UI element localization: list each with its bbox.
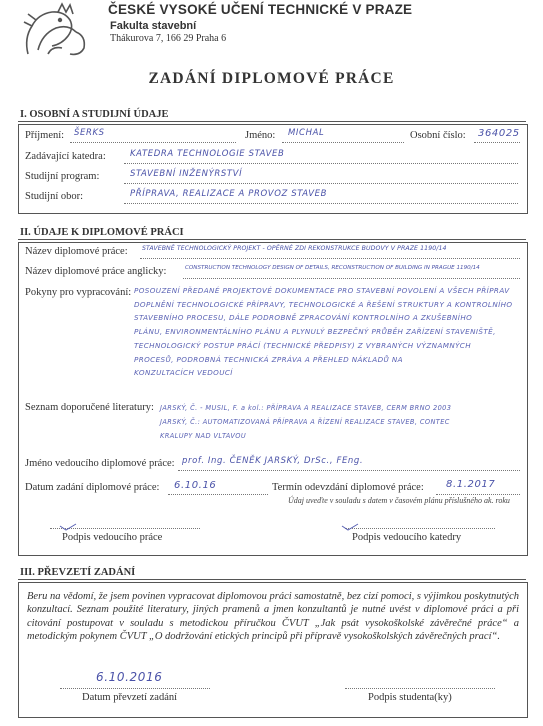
supervisor-signature-label: Podpis vedoucího práce bbox=[62, 532, 163, 543]
surname-value: ŠERKS bbox=[74, 128, 105, 138]
instructions-text bbox=[134, 284, 520, 380]
head-signature-label: Podpis vedoucího katedry bbox=[352, 532, 462, 543]
date-assigned-value: 6.10.16 bbox=[174, 480, 217, 491]
study-program-value: STAVEBNÍ INŽENÝRSTVÍ bbox=[130, 169, 243, 179]
cvut-lion-logo bbox=[18, 2, 108, 58]
date-assigned-label: Datum zadání diplomové práce: bbox=[25, 482, 160, 493]
instructions-line: PROCESŮ, PODROBNÁ TECHNICKÁ ZPRÁVA A PŘEHLED NÁKLADŮ NA bbox=[134, 354, 403, 364]
deadline-value: 8.1.2017 bbox=[446, 479, 496, 490]
literature-label: Seznam doporučené literatury: bbox=[25, 402, 154, 413]
supervisor-value: prof. Ing. ČENĚK JARSKÝ, DrSc., FEng. bbox=[182, 456, 364, 466]
faculty-name: Fakulta stavební bbox=[110, 20, 197, 32]
instructions-label: Pokyny pro vypracování: bbox=[25, 287, 132, 298]
thesis-title-cz-value: STAVEBNĚ TECHNOLOGICKÝ PROJEKT - OPĚRNÉ ZDI REKONSTRUKCE BUDOVY V PRAZE 1190/14 bbox=[142, 245, 447, 252]
personal-id-label: Osobní číslo: bbox=[410, 130, 466, 141]
instructions-line: KONZULTACÍCH VEDOUCÍ bbox=[134, 368, 233, 378]
instructions-line: DOPLNĚNÍ TECHNOLOGICKÉ PŘÍPRAVY, TECHNOLOGICKÉ A ŘEŠENÍ STRUKTURY A KONTROLNÍHO bbox=[134, 299, 513, 309]
department-label: Zadávající katedra: bbox=[25, 151, 106, 162]
instructions-line: TECHNOLOGICKÝ POSTUP PRÁCÍ (TECHNICKÉ PŘEDPISY) Z VYBRANÝCH VÝZNAMNÝCH bbox=[134, 340, 472, 350]
name-label: Jméno: bbox=[245, 130, 276, 141]
student-signature-label: Podpis studenta(ky) bbox=[368, 692, 452, 703]
literature-line: JARSKÝ, Č. - MUSIL, F. a kol.: PŘÍPRAVA A REALIZACE STAVEB, CERM BRNO 2003 bbox=[160, 404, 452, 412]
instructions-line: POSOUZENÍ PŘEDANÉ PROJEKTOVÉ DOKUMENTACE PRO STAVEBNÍ POVOLENÍ A VŠECH PŘÍPRAV bbox=[134, 286, 510, 295]
section-2-title: II. ÚDAJE K DIPLOMOVÉ PRÁCI bbox=[20, 227, 184, 238]
study-field-label: Studijní obor: bbox=[25, 191, 84, 202]
signature-check-mark bbox=[340, 522, 360, 532]
section-3-title: III. PŘEVZETÍ ZADÁNÍ bbox=[20, 567, 136, 578]
name-value: MICHAL bbox=[288, 128, 325, 138]
personal-id-value: 364025 bbox=[478, 128, 520, 139]
thesis-title-en-value: CONSTRUCTION TECHNOLOGY DESIGN OF DETAILS, RECONSTRUCTION OF BUILDING IN PRAGUE 1190/14 bbox=[185, 265, 480, 271]
study-field-value: PŘÍPRAVA, REALIZACE A PROVOZ STAVEB bbox=[130, 189, 328, 199]
thesis-title-en-label: Název diplomové práce anglicky: bbox=[25, 266, 167, 277]
literature-text bbox=[160, 401, 520, 443]
instructions-line: PLÁNU, ENVIRONMENTÁLNÍHO PLÁNU A PLYNULÝ BEZPEČNÝ PRŮBĚH ZAŘÍZENÍ STAVENIŠTĚ, bbox=[134, 327, 496, 337]
study-program-label: Studijní program: bbox=[25, 171, 100, 182]
surname-label: Příjmení: bbox=[25, 130, 65, 141]
date-received-value: 6.10.2016 bbox=[96, 670, 163, 684]
department-value: KATEDRA TECHNOLOGIE STAVEB bbox=[130, 149, 285, 159]
supervisor-label: Jméno vedoucího diplomové práce: bbox=[25, 458, 175, 469]
thesis-title-cz-label: Název diplomové práce: bbox=[25, 246, 128, 257]
deadline-label: Termín odevzdání diplomové práce: bbox=[272, 482, 424, 493]
university-name: ČESKÉ VYSOKÉ UČENÍ TECHNICKÉ V PRAZE bbox=[108, 2, 413, 17]
literature-line: KRALUPY NAD VLTAVOU bbox=[160, 432, 247, 440]
instructions-line: STAVEBNÍHO PROCESU, DÁLE PODROBNĚ ZPRACOVÁNÍ KONTROLNÍHO A ZKUŠEBNÍHO bbox=[134, 313, 473, 323]
date-received-label: Datum převzetí zadání bbox=[82, 692, 178, 703]
literature-line: JARSKÝ, Č.: AUTOMATIZOVANÁ PŘÍPRAVA A ŘÍZENÍ REALIZACE STAVEB, CONTEC bbox=[160, 418, 450, 426]
declaration-text: Beru na vědomí, že jsem povinen vypracovat diplomovou práci samostatně, bez cizí pomoci, s výjimkou poskytnutých konzultací. Seznam použité literatury, jiných pramenů a jmen konzultantů je nutné uvést v diplomové práci a při citování postupovat v souladu s metodickou příručkou ČVUT „Jak psát vysokoškolské závěrečné práce“ a metodickým pokynem ČVUT „O dodržování etických principů při přípravě vysokoškolských závěrečných prací“. bbox=[27, 591, 519, 643]
document-title: ZADÁNÍ DIPLOMOVÉ PRÁCE bbox=[148, 70, 395, 87]
section-1-title: I. OSOBNÍ A STUDIJNÍ ÚDAJE bbox=[20, 109, 169, 120]
deadline-note: Údaj uveďte v souladu s datem v časovém plánu příslušného ak. roku bbox=[288, 496, 510, 505]
faculty-address: Thákurova 7, 166 29 Praha 6 bbox=[110, 33, 227, 44]
signature-check-mark bbox=[58, 522, 78, 532]
